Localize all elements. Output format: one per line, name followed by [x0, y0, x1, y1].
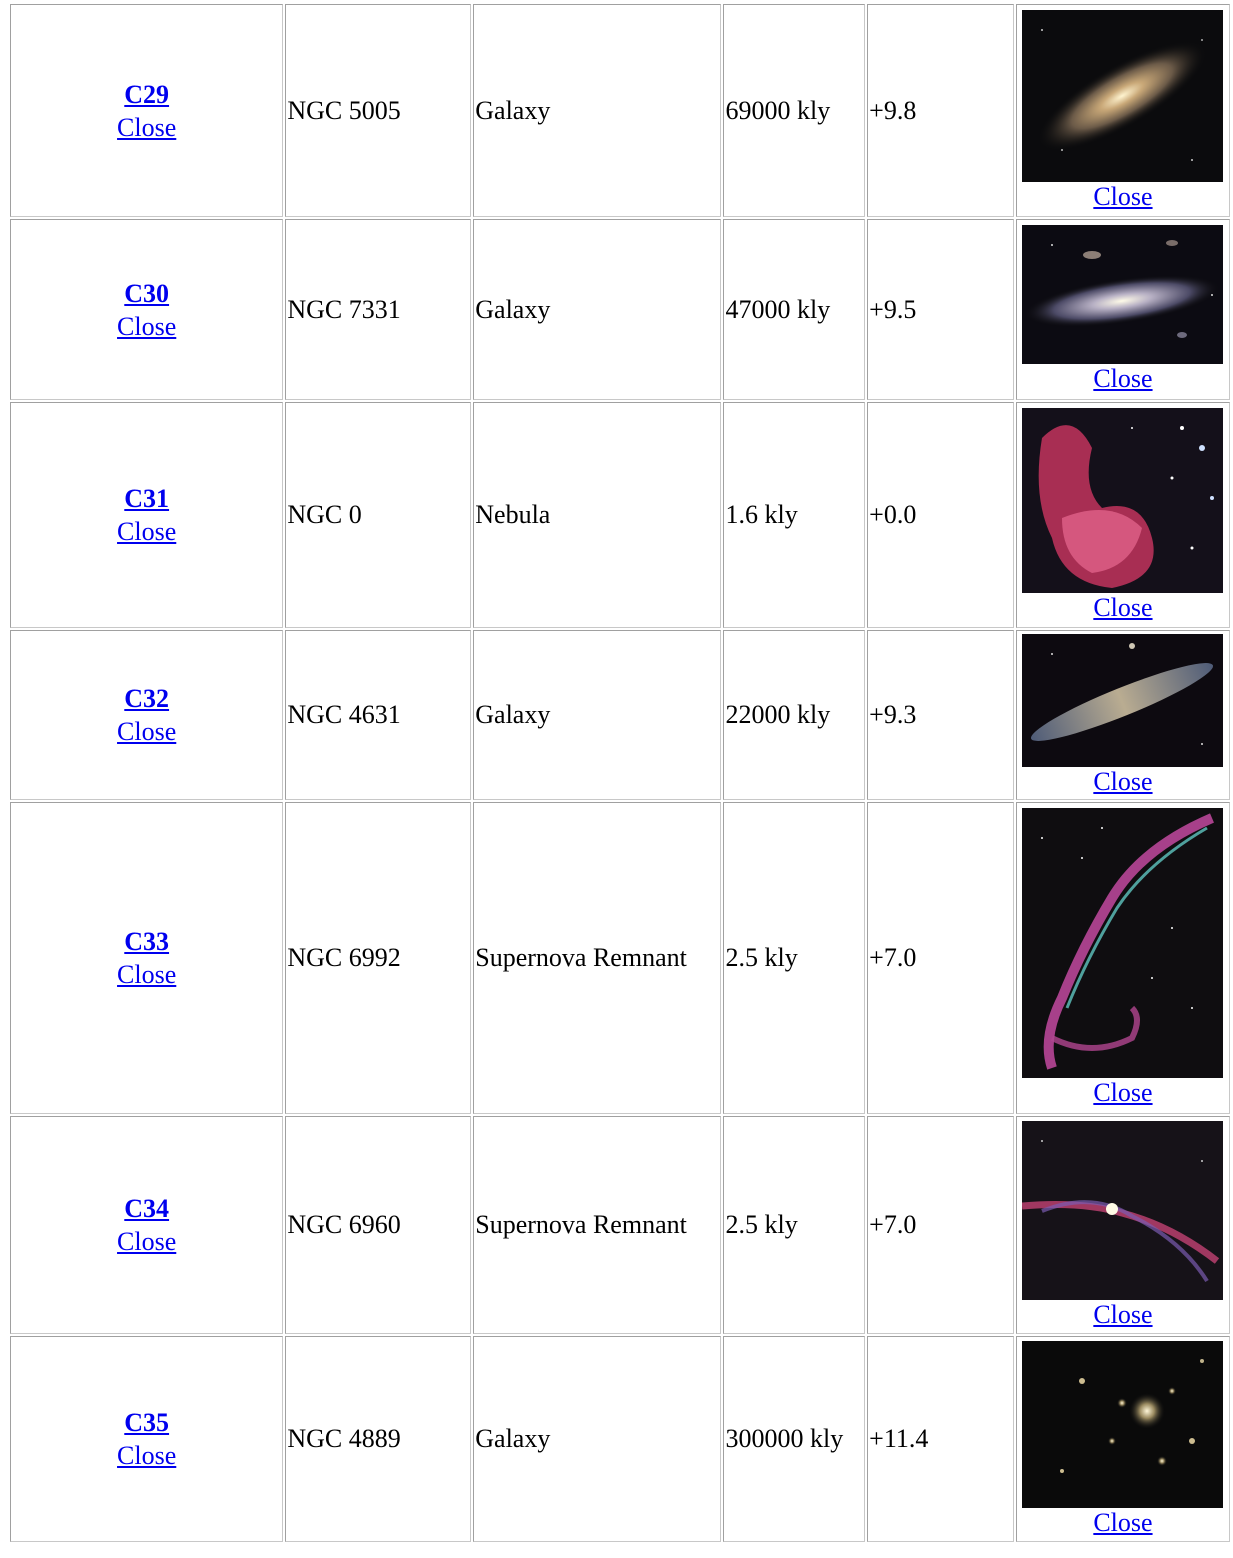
magnitude-cell: +7.0: [867, 802, 1014, 1114]
magnitude-cell: +7.0: [867, 1116, 1014, 1334]
image-cell: [1016, 4, 1230, 217]
caldwell-id-link[interactable]: C35: [124, 1408, 170, 1437]
id-cell: [10, 219, 283, 400]
table-row: [10, 1336, 1230, 1542]
type-cell: Galaxy: [473, 1336, 721, 1542]
table-row: [10, 630, 1230, 800]
id-cell: [10, 1336, 283, 1542]
magnitude-cell: +9.3: [867, 630, 1014, 800]
type-cell: Supernova Remnant: [473, 802, 721, 1114]
magnitude-cell: +0.0: [867, 402, 1014, 628]
table-row: [10, 4, 1230, 217]
distance-cell: 47000 kly: [723, 219, 865, 400]
caldwell-id-link[interactable]: C30: [124, 278, 170, 308]
magnitude-cell: +9.5: [867, 219, 1014, 400]
ngc-cell: NGC 5005: [285, 4, 471, 217]
close-link[interactable]: Close: [117, 311, 177, 341]
table-row: [10, 402, 1230, 628]
image-close-link[interactable]: Close: [1093, 766, 1153, 796]
image-close-link[interactable]: Close: [1093, 1078, 1153, 1107]
ngc-cell: NGC 4631: [285, 630, 471, 800]
id-cell: [10, 802, 283, 1114]
image-cell: [1016, 219, 1230, 400]
close-link[interactable]: Close: [117, 112, 177, 142]
image-close-link[interactable]: Close: [1093, 364, 1153, 393]
close-link[interactable]: Close: [117, 1227, 177, 1256]
ngc-cell: NGC 7331: [285, 219, 471, 400]
magnitude-cell: +9.8: [867, 4, 1014, 217]
caldwell-id-link[interactable]: C31: [124, 484, 170, 513]
distance-cell: 69000 kly: [723, 4, 865, 217]
caldwell-id-link[interactable]: C32: [124, 684, 170, 713]
distance-cell: 300000 kly: [723, 1336, 865, 1542]
type-cell: Nebula: [473, 402, 721, 628]
close-link[interactable]: Close: [117, 960, 177, 989]
object-image[interactable]: [1022, 808, 1223, 1078]
distance-cell: 2.5 kly: [723, 1116, 865, 1334]
caldwell-id-link[interactable]: C33: [124, 927, 170, 956]
object-image[interactable]: [1022, 225, 1223, 364]
id-cell: [10, 1116, 283, 1334]
magnitude-cell: +11.4: [867, 1336, 1014, 1542]
object-image[interactable]: [1022, 1341, 1223, 1508]
distance-cell: 2.5 kly: [723, 802, 865, 1114]
close-link[interactable]: Close: [117, 1441, 177, 1470]
object-image[interactable]: [1022, 408, 1223, 593]
object-image[interactable]: [1022, 1121, 1223, 1300]
ngc-cell: NGC 4889: [285, 1336, 471, 1542]
distance-cell: 1.6 kly: [723, 402, 865, 628]
image-close-link[interactable]: Close: [1093, 1507, 1153, 1537]
caldwell-id-link[interactable]: C34: [124, 1194, 170, 1223]
distance-cell: 22000 kly: [723, 630, 865, 800]
ngc-cell: NGC 0: [285, 402, 471, 628]
image-cell: [1016, 1116, 1230, 1334]
type-cell: Galaxy: [473, 630, 721, 800]
type-cell: Supernova Remnant: [473, 1116, 721, 1334]
object-image[interactable]: [1022, 634, 1223, 767]
type-cell: Galaxy: [473, 219, 721, 400]
caldwell-id-link[interactable]: C29: [124, 79, 170, 109]
object-image[interactable]: [1022, 10, 1223, 182]
catalog-table: [8, 2, 1232, 1544]
image-cell: [1016, 1336, 1230, 1542]
close-link[interactable]: Close: [117, 517, 177, 546]
ngc-cell: NGC 6992: [285, 802, 471, 1114]
table-row: [10, 219, 1230, 400]
table-row: [10, 1116, 1230, 1334]
image-cell: [1016, 630, 1230, 800]
image-close-link[interactable]: Close: [1093, 592, 1153, 622]
image-cell: [1016, 402, 1230, 628]
id-cell: [10, 630, 283, 800]
close-link[interactable]: Close: [117, 717, 177, 746]
id-cell: [10, 4, 283, 217]
ngc-cell: NGC 6960: [285, 1116, 471, 1334]
image-cell: [1016, 802, 1230, 1114]
image-close-link[interactable]: Close: [1093, 181, 1153, 211]
id-cell: [10, 402, 283, 628]
image-close-link[interactable]: Close: [1093, 1299, 1153, 1329]
type-cell: Galaxy: [473, 4, 721, 217]
table-row: [10, 802, 1230, 1114]
